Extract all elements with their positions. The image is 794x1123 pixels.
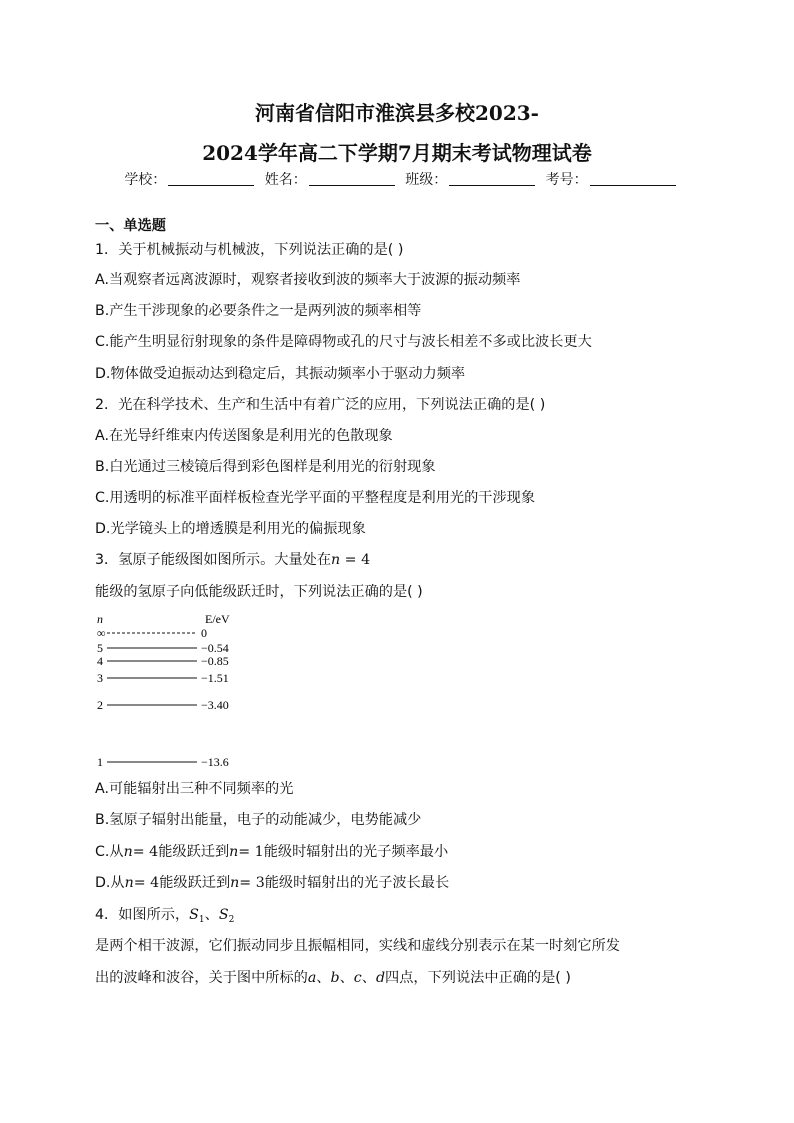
q4-separator: 、 xyxy=(204,907,219,923)
q3-c-level-to: = 1 xyxy=(238,844,264,860)
level-energy-label: −13.6 xyxy=(201,755,229,769)
q3-option-c xyxy=(95,843,448,861)
q2-option-d: D.光学镜头上的增透膜是利用光的偏振现象 xyxy=(95,521,366,537)
name-blank xyxy=(309,173,395,186)
q2-option-a: A.在光导纤维束内传送图象是利用光的色散现象 xyxy=(95,428,393,444)
diagram-e-header: E/eV xyxy=(205,612,230,626)
q3-option-d xyxy=(95,874,449,892)
q3-stem-eq: = 4 xyxy=(340,552,371,568)
class-blank xyxy=(449,173,535,186)
q4-stem xyxy=(95,906,234,929)
level-n-label: ∞ xyxy=(97,626,106,640)
q3-c-suffix: 能级时辐射出的光子频率最小 xyxy=(263,844,449,860)
q1-option-a: A.当观察者远离波源时，观察者接收到波的频率大于波源的振动频率 xyxy=(95,272,521,288)
q3-d-prefix: D.从 xyxy=(95,875,125,891)
level-n-label: 3 xyxy=(97,671,103,685)
section-heading: 一、单选题 xyxy=(95,218,166,234)
q4-point-b: b xyxy=(330,970,340,986)
q1-option-c: C.能产生明显衍射现象的条件是障碍物或孔的尺寸与波长相差不多或比波长更大 xyxy=(95,334,592,350)
school-blank xyxy=(168,173,254,186)
q1-option-b: B.产生干涉现象的必要条件之一是两列波的频率相等 xyxy=(95,303,422,319)
q4-line3-suffix: 四点，下列说法中正确的是( ) xyxy=(385,970,571,986)
name-label: 姓名： xyxy=(264,172,307,188)
q2-option-b: B.白光通过三棱镜后得到彩色图样是利用光的衍射现象 xyxy=(95,459,436,475)
q4-sep-2: 、 xyxy=(339,970,354,986)
q3-c-var-2: n xyxy=(229,844,239,860)
q3-d-level-to: = 3 xyxy=(239,875,265,891)
q4-sep-1: 、 xyxy=(316,970,331,986)
level-n-label: 1 xyxy=(97,755,103,769)
q4-stem-line-3 xyxy=(95,969,571,987)
student-info-row xyxy=(0,171,794,189)
class-label: 班级： xyxy=(405,172,448,188)
exam-number-blank xyxy=(590,173,676,186)
q2-stem: 2．光在科学技术、生产和生活中有着广泛的应用，下列说法正确的是( ) xyxy=(95,397,546,413)
level-n-label: 5 xyxy=(97,641,103,655)
q3-c-var-1: n xyxy=(123,844,133,860)
q3-stem-line-2: 能级的氢原子向低能级跃迁时，下列说法正确的是( ) xyxy=(95,584,423,600)
level-energy-label: −0.54 xyxy=(201,641,229,655)
level-energy-label: −1.51 xyxy=(201,671,229,685)
q3-stem xyxy=(95,551,370,569)
level-n-label: 4 xyxy=(97,654,103,668)
level-n-label: 2 xyxy=(97,698,103,712)
q4-source-2: S xyxy=(218,907,229,923)
q3-d-mid: 能级跃迁到 xyxy=(159,875,231,891)
q3-c-prefix: C.从 xyxy=(95,844,124,860)
exam-number-label: 考号： xyxy=(545,172,588,188)
q3-option-b: B.氢原子辐射出能量，电子的动能减少，电势能减少 xyxy=(95,812,422,828)
q3-stem-var: n xyxy=(331,552,341,568)
q4-line3-prefix: 出的波峰和波谷，关于图中所标的 xyxy=(95,970,308,986)
q4-point-a: a xyxy=(307,970,317,986)
q4-point-d: d xyxy=(375,970,386,986)
q4-source-1: S xyxy=(189,907,199,923)
q3-stem-text: 3．氢原子能级图如图所示。大量处在 xyxy=(95,552,332,568)
q3-d-var-2: n xyxy=(230,875,240,891)
school-label: 学校： xyxy=(124,172,167,188)
q4-point-c: c xyxy=(353,970,362,986)
q3-d-var-1: n xyxy=(124,875,134,891)
exam-title-line-1: 河南省信阳市淮滨县多校2023- xyxy=(255,101,539,125)
level-energy-label: −3.40 xyxy=(201,698,229,712)
energy-level-diagram xyxy=(93,609,253,769)
diagram-n-header: n xyxy=(97,612,103,626)
q1-stem: 1．关于机械振动与机械波，下列说法正确的是( ) xyxy=(95,242,404,258)
q4-sep-3: 、 xyxy=(361,970,376,986)
q3-d-suffix: 能级时辐射出的光子波长最长 xyxy=(264,875,450,891)
q3-option-a: A.可能辐射出三种不同频率的光 xyxy=(95,781,294,797)
q3-c-level-from: = 4 xyxy=(132,844,159,860)
q4-source-1-sub: 1 xyxy=(198,915,205,925)
q4-source-2-sub: 2 xyxy=(228,915,235,925)
q3-d-level-from: = 4 xyxy=(133,875,160,891)
level-energy-label: −0.85 xyxy=(201,654,229,668)
level-energy-label: 0 xyxy=(201,626,207,640)
q3-c-mid: 能级跃迁到 xyxy=(158,844,230,860)
q4-stem-prefix: 4．如图所示， xyxy=(95,907,190,923)
exam-title-line-2: 2024学年高二下学期7月期末考试物理试卷 xyxy=(202,141,592,165)
q2-option-c: C.用透明的标准平面样板检查光学平面的平整程度是利用光的干涉现象 xyxy=(95,490,536,506)
q4-stem-line-2: 是两个相干波源，它们振动同步且振幅相同，实线和虚线分别表示在某一时刻它所发 xyxy=(95,938,620,954)
q1-option-d: D.物体做受迫振动达到稳定后，其振动频率小于驱动力频率 xyxy=(95,366,466,382)
